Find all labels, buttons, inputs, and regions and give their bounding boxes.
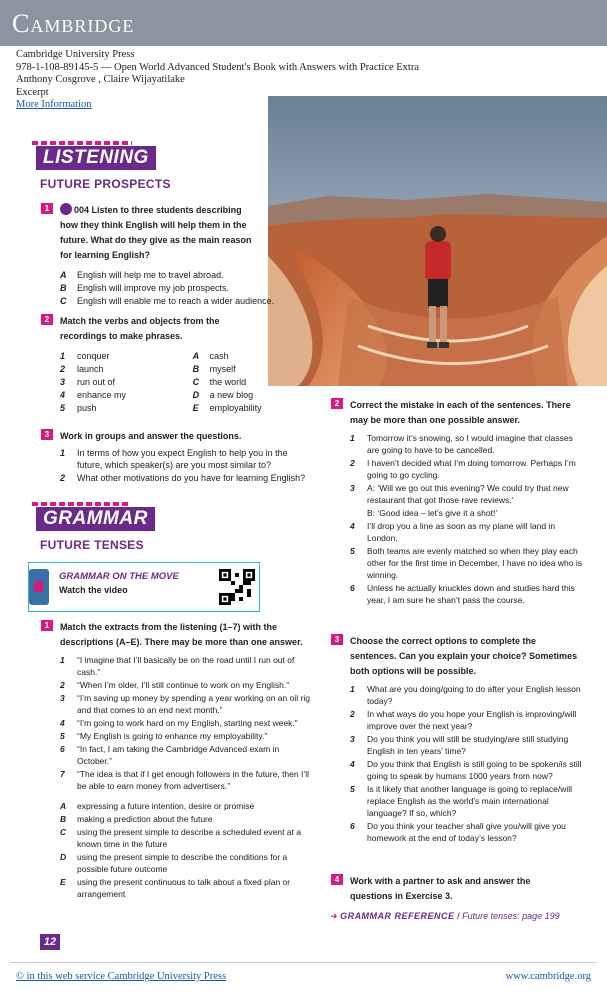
list-item: 2 In what ways do you hope your English is improving/will improve over the next year?	[350, 709, 577, 731]
qr-code-icon[interactable]	[219, 569, 255, 605]
listening-exercise-1	[44, 203, 275, 307]
list-item: 2 “When I’m older, I’ll still continue to work on my English.”	[60, 680, 290, 690]
exercise-number: 4	[331, 874, 343, 885]
list-item: 4 I’ll drop you a line as soon as my plane will land in London.	[350, 521, 556, 543]
exercise-instruction: Match the verbs and objects from the recordings to make phrases.	[60, 316, 220, 341]
grammar-exercise-2	[334, 398, 585, 606]
list-item: 1 “I imagine that I’ll basically be on the road until I run out of cash.”	[60, 655, 295, 677]
excerpt-label: Excerpt	[16, 86, 49, 98]
grammar-reference-label: GRAMMAR REFERENCE	[340, 911, 455, 921]
list-item: 2 launch	[60, 364, 104, 374]
list-item: E employability	[192, 403, 262, 413]
isbn-title: 978-1-108-89145-5 — Open World Advanced Student's Book with Answers with Practice Extra	[16, 61, 419, 73]
list-item: 3 “I’m saving up money by spending a year working on an oil rig and that comes to an end next month.”	[60, 693, 310, 715]
list-item: B English will improve my job prospects.	[60, 283, 230, 293]
authors: Anthony Cosgrove , Claire Wijayatilake	[16, 74, 185, 85]
header-banner	[0, 0, 607, 46]
grammar-reference[interactable]: ➜ GRAMMAR REFERENCE / Future tenses: page 199	[330, 911, 560, 921]
grammar-exercise-4	[334, 874, 570, 904]
footer-divider	[10, 962, 597, 963]
list-item: B: ‘Good idea – let’s give it a shot!’	[367, 508, 498, 518]
site-link[interactable]: www.cambridge.org	[505, 971, 591, 982]
exercise-instruction: Match the extracts from the listening (1–7) with the descriptions (A–E). There may be more than one answer.	[60, 622, 303, 647]
listening-exercise-2	[44, 314, 290, 414]
hiker-canyon-photo	[268, 96, 607, 386]
exercise-instruction: Work in groups and answer the questions.	[60, 431, 242, 441]
list-item: D using the present simple to describe the conditions for a possible future outcome	[60, 852, 288, 874]
exercise-number: 1	[41, 620, 53, 631]
grammar-exercise-1	[44, 620, 310, 900]
list-item: 7 “The idea is that if I get enough followers in the future, then I’ll be able to earn money from advertisers.”	[60, 769, 309, 791]
list-item: 4 enhance my	[60, 390, 127, 400]
list-item: D a new blog	[192, 390, 254, 400]
grammar-heading: GRAMMAR	[36, 507, 155, 531]
copyright-link[interactable]: © in this web service Cambridge University Press	[16, 971, 227, 982]
future-tenses-subheading: FUTURE TENSES	[40, 538, 144, 552]
list-item: B myself	[192, 364, 236, 374]
cambridge-logo: Cambridge	[12, 9, 135, 38]
exercise-number: 3	[331, 634, 343, 645]
list-item: 4 “I’m going to work hard on my English, starting next week.”	[60, 718, 298, 728]
page-number: 12	[40, 934, 60, 950]
list-item: 5 push	[60, 403, 97, 413]
more-information-link[interactable]: More Information	[16, 99, 92, 110]
publisher: Cambridge University Press	[16, 49, 135, 60]
list-item: E using the present continuous to talk about a fixed plan or arrangement	[60, 877, 291, 899]
list-item: 1 conquer	[60, 351, 110, 361]
list-item: 6 Do you think your teacher shall give you/will give you homework at the end of today’s lesson?	[350, 821, 566, 843]
exercise-number: 2	[331, 398, 343, 409]
exercise-instruction: 004 Listen to three students describing how they think English will help them in the future. What do they give as the main reason for learning English?	[60, 205, 252, 260]
audio-icon[interactable]	[60, 203, 72, 215]
grammar-reference-link[interactable]: Future tenses: page 199	[462, 911, 560, 921]
exercise-instruction: Choose the correct options to complete the sentences. Can you explain your choice? Sometimes both options will be possible.	[350, 636, 578, 676]
list-item: A cash	[192, 351, 229, 361]
exercise-number: 1	[41, 203, 53, 214]
exercise-number: 2	[41, 314, 53, 325]
exercise-instruction: Correct the mistake in each of the sentences. There may be more than one possible answer.	[350, 400, 571, 425]
list-item: 5 Both teams are evenly matched so when they play each other for the first time in December, I have no idea who is winning.	[350, 546, 582, 580]
future-prospects-subheading: FUTURE PROSPECTS	[40, 177, 171, 191]
list-item: A English will help me to travel abroad.	[60, 270, 224, 280]
footer	[16, 971, 591, 982]
list-item: 6 “In fact, I am taking the Cambridge Advanced exam in October.”	[60, 744, 280, 766]
list-item: 3 run out of	[60, 377, 116, 387]
list-item: 5 “My English is going to enhance my employability.”	[60, 731, 268, 741]
watch-video-label: Watch the video	[59, 585, 128, 595]
list-item: 3 Do you think you will still be studying/are still studying English in ten years’ time?	[350, 734, 569, 756]
list-item: 1 What are you doing/going to do after your English lesson today?	[350, 684, 581, 706]
grammar-on-the-move-label: GRAMMAR ON THE MOVE	[59, 571, 179, 582]
list-item: 2 I haven’t decided what I’m doing tomorrow. Perhaps I’m going to go cycling.	[350, 458, 576, 480]
list-item: 4 Do you think that English is still going to be spoken/is still going to speak by humans 1000 years from now?	[350, 759, 582, 781]
list-item: A expressing a future intention, desire or promise	[60, 801, 255, 811]
list-item: 1 Tomorrow it’s snowing, so I would imagine that classes are going to have to be cancelled.	[350, 433, 573, 455]
list-item: 6 Unless he actually knuckles down and studies hard this year, I am sure he shan’t pass the course.	[350, 583, 575, 605]
list-item: 1 In terms of how you expect English to help you in the future, which speaker(s) are you most similar to?	[60, 448, 288, 470]
list-item: 2 What other motivations do you have for learning English?	[60, 473, 306, 483]
listening-heading: LISTENING	[36, 146, 156, 170]
list-item: 5 Is it likely that another language is going to replace/will replace English as the world’s main international language? If so, which?	[350, 784, 573, 818]
arrow-right-icon: ➜	[330, 911, 338, 921]
phone-video-icon	[29, 569, 49, 605]
grammar-on-the-move-box[interactable]	[28, 562, 260, 612]
listening-exercise-3	[44, 429, 312, 484]
list-item: C the world	[192, 377, 247, 387]
exercise-number: 3	[41, 429, 53, 440]
list-item: 3 A: ‘Will we go out this evening? We could try that new restaurant that got those rave reviews.’	[350, 483, 569, 505]
exercise-instruction: Work with a partner to ask and answer the questions in Exercise 3.	[350, 876, 531, 901]
list-item: B making a prediction about the future	[60, 814, 213, 824]
list-item: C using the present simple to describe a scheduled event at a known time in the future	[60, 827, 301, 849]
grammar-exercise-3	[334, 634, 585, 844]
list-item: C English will enable me to reach a wider audience.	[60, 296, 275, 306]
